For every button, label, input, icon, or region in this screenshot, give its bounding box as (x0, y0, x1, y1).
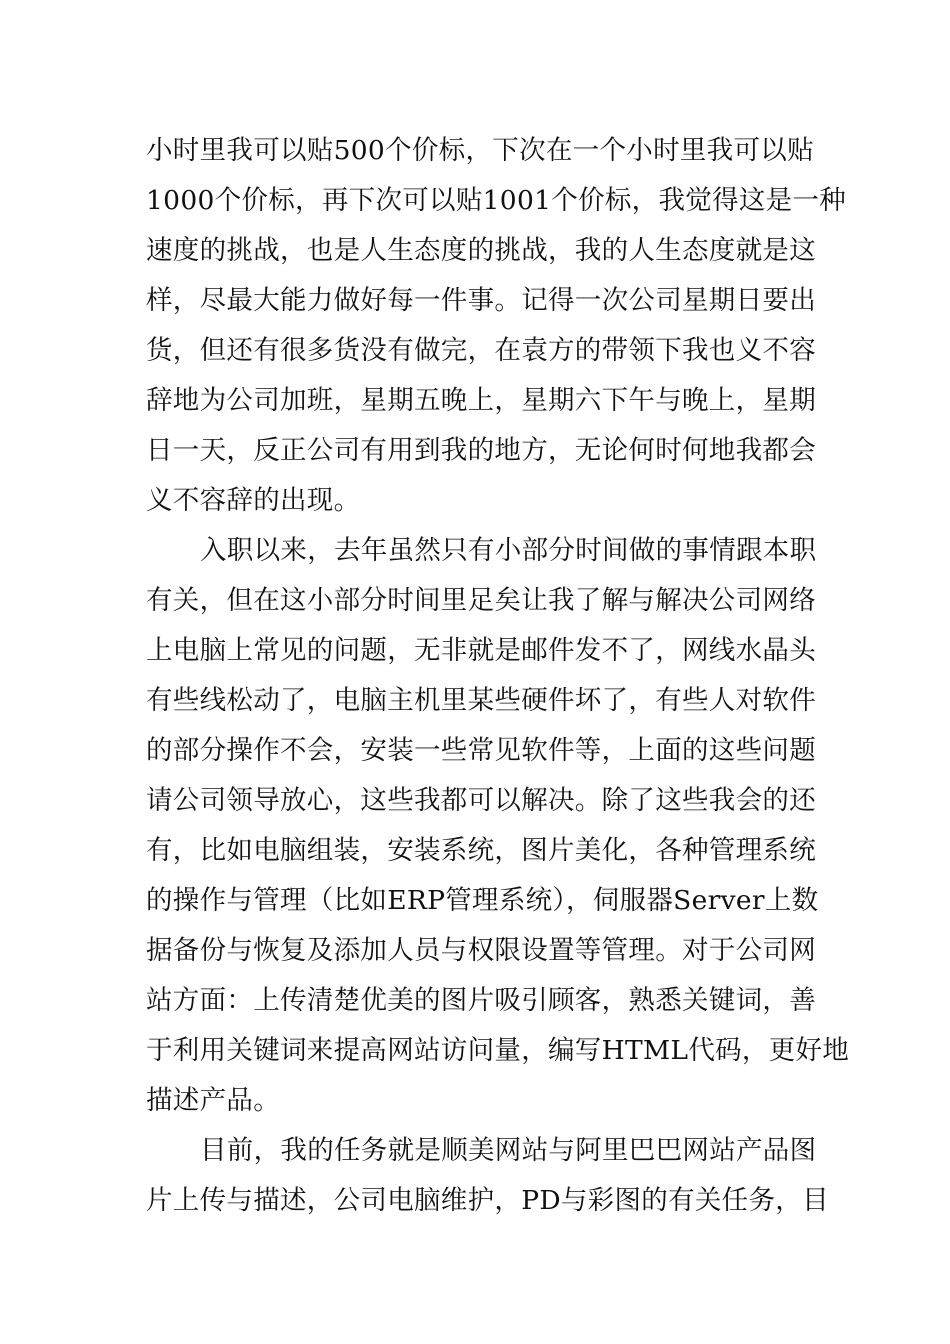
text-line: 速度的挑战，也是人生态度的挑战，我的人生态度就是这 (146, 235, 816, 266)
text-line: 有，比如电脑组装，安装系统，图片美化，各种管理系统 (146, 835, 816, 866)
text-line: 片上传与描述，公司电脑维护，PD与彩图的有关任务，目 (146, 1185, 829, 1216)
text-line: 有些线松动了，电脑主机里某些硬件坏了，有些人对软件 (146, 685, 816, 716)
text-line: 义不容辞的出现。 (146, 485, 361, 516)
text-line: 站方面：上传清楚优美的图片吸引顾客，熟悉关键词，善 (146, 985, 816, 1016)
text-line: 辞地为公司加班，星期五晚上，星期六下午与晚上，星期 (146, 385, 816, 416)
text-line: 1000个价标，再下次可以贴1001个价标，我觉得这是一种 (146, 185, 847, 216)
text-line: 样，尽最大能力做好每一件事。记得一次公司星期日要出 (146, 285, 816, 316)
text-line: 请公司领导放心，这些我都可以解决。除了这些我会的还 (146, 785, 816, 816)
text-line: 于利用关键词来提高网站访问量，编写HTML代码，更好地 (146, 1035, 850, 1066)
text-line: 的部分操作不会，安装一些常见软件等，上面的这些问题 (146, 735, 816, 766)
text-line: 日一天，反正公司有用到我的地方，无论何时何地我都会 (146, 435, 816, 466)
text-line: 货，但还有很多货没有做完，在袁方的带领下我也义不容 (146, 335, 816, 366)
text-line: 描述产品。 (146, 1085, 280, 1116)
paragraph-first-line: 目前，我的任务就是顺美网站与阿里巴巴网站产品图 (200, 1135, 817, 1166)
text-line: 有关，但在这小部分时间里足矣让我了解与解决公司网络 (146, 585, 816, 616)
text-line: 小时里我可以贴500个价标，下次在一个小时里我可以贴 (146, 135, 814, 166)
text-line: 上电脑上常见的问题，无非就是邮件发不了，网线水晶头 (146, 635, 816, 666)
text-line: 据备份与恢复及添加人员与权限设置等管理。对于公司网 (146, 935, 816, 966)
text-line: 的操作与管理（比如ERP管理系统），伺服器Server上数 (146, 885, 819, 916)
paragraph-first-line: 入职以来，去年虽然只有小部分时间做的事情跟本职 (200, 535, 817, 566)
